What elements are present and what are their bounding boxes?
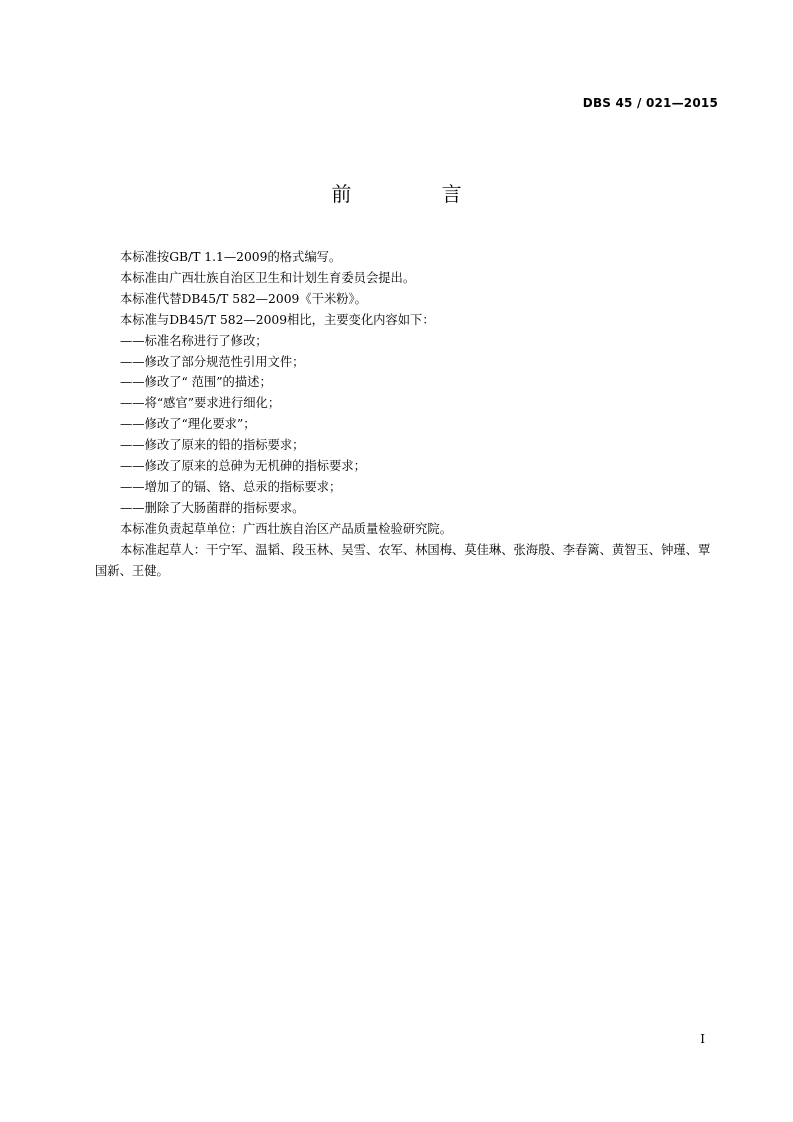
change-item: ——标准名称进行了修改； — [120, 333, 268, 348]
paragraph-proposer: 本标准由广西壮族自治区卫生和计划生育委员会提出。 — [120, 270, 416, 285]
paragraph-replaces: 本标准代替DB45/T 582—2009《干米粉》。 — [120, 291, 367, 306]
paragraph-format: 本标准按GB/T 1.1—2009的格式编写。 — [120, 250, 342, 264]
change-item: ——增加了的镉、铬、总汞的指标要求； — [120, 479, 342, 494]
change-item: ——修改了原来的铅的指标要求； — [120, 438, 305, 453]
change-item: ——修改了“理化要求”； — [120, 417, 256, 432]
page-title: 前 言 — [331, 182, 504, 206]
paragraph-drafting-unit: 本标准负责起草单位：广西壮族自治区产品质量检验研究院。 — [120, 521, 453, 536]
paragraph-drafters: 本标准起草人：干宁军、温韬、段玉林、吴雪、农军、林国梅、莫佳琳、张海殷、李春篱、黄智玉、钟瑾、覃国新、王健。 — [95, 542, 711, 578]
change-item: ——删除了大肠菌群的指标要求。 — [120, 500, 305, 515]
change-item: ——修改了部分规范性引用文件； — [120, 354, 305, 369]
document-code: DBS 45 / 021—2015 — [582, 96, 718, 110]
change-item: ——修改了原来的总砷为无机砷的指标要求； — [120, 459, 366, 474]
foreword-body — [95, 247, 720, 582]
page-number: I — [700, 1032, 705, 1046]
change-item: ——将“感官”要求进行细化； — [120, 396, 281, 411]
paragraph-changes-intro: 本标准与DB45/T 582—2009相比，主要变化内容如下： — [120, 312, 435, 327]
change-item: ——修改了“ 范围”的描述； — [120, 375, 272, 390]
